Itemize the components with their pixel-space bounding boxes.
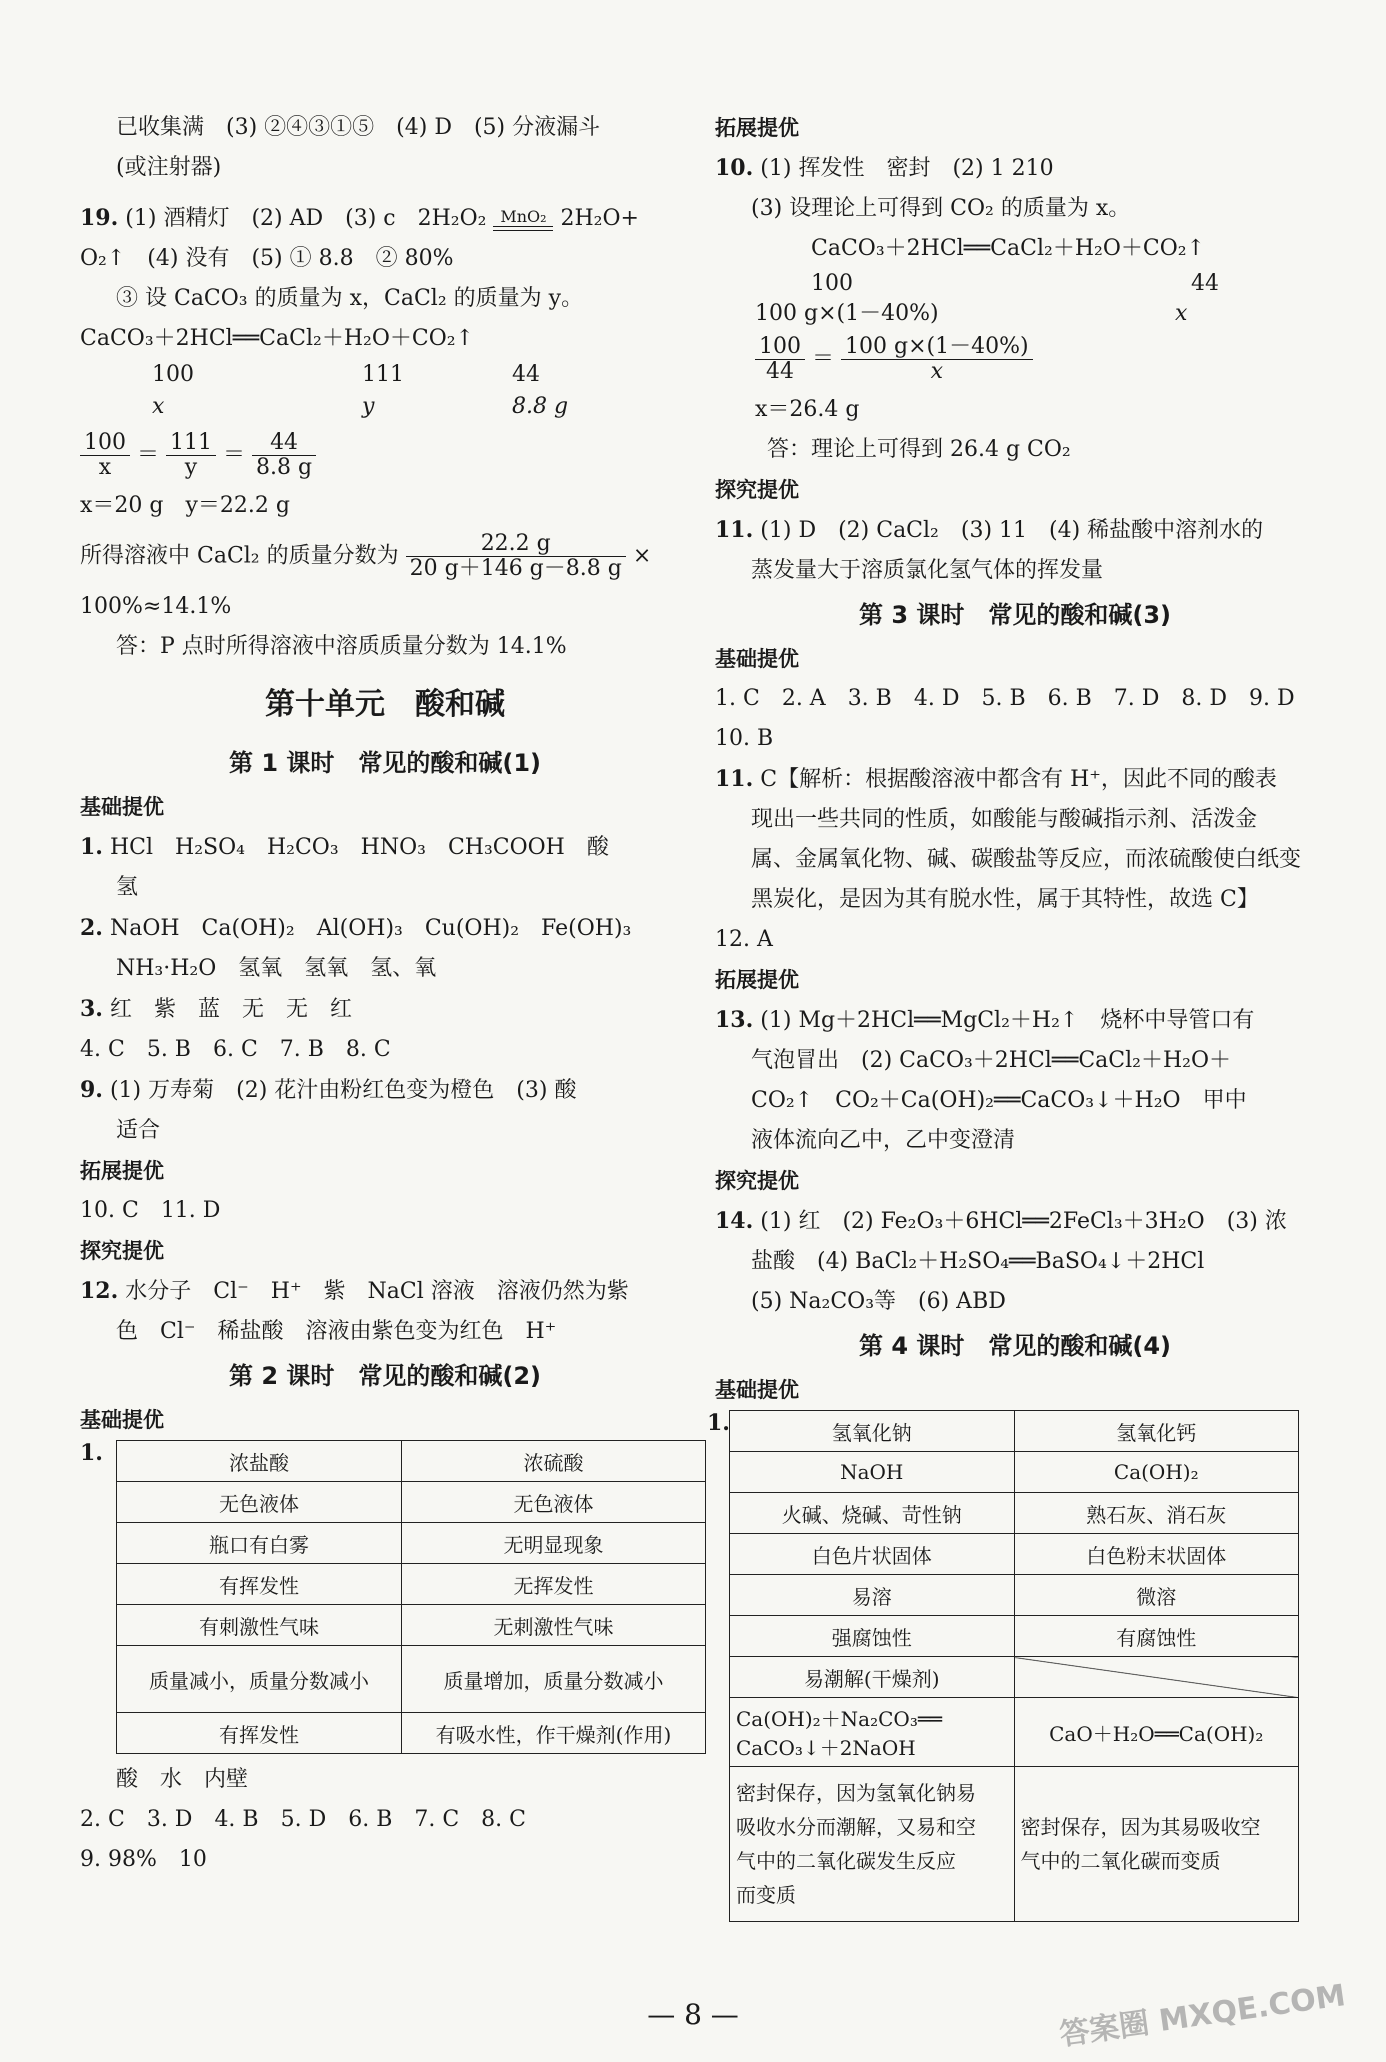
table-row — [730, 1616, 1299, 1657]
equation: CaCO₃＋2HCl══CaCl₂＋H₂O＋CO₂↑ — [80, 326, 474, 351]
question-number: 3. — [80, 996, 103, 1022]
denominator: x — [98, 455, 112, 480]
table-row — [730, 1767, 1299, 1922]
table-row — [730, 1657, 1299, 1698]
mass-row — [811, 269, 1315, 299]
table-cell: 质量减小，质量分数减小 — [117, 1646, 402, 1713]
text: (1) 挥发性 密封 (2) 1 210 — [760, 156, 1054, 181]
table-cell: Ca(OH)₂ — [1014, 1452, 1299, 1493]
table-cell: 火碱、烧碱、苛性钠 — [730, 1493, 1015, 1534]
ratio-equation: $\frac{100}{44}$ ＝ $\frac{100 g\times(1-40\%)}{x}$ — [755, 335, 1315, 384]
table-cell: 无色液体 — [401, 1482, 705, 1523]
fraction — [252, 431, 316, 480]
watermark: 答案圈 MXQE.COM — [1057, 1978, 1348, 2053]
text-line: 属、金属氧化物、碱、碳酸盐等反应，而浓硫酸使白纸变 — [751, 847, 1302, 872]
table-row — [730, 1452, 1299, 1493]
mass-row — [152, 359, 690, 391]
table-cell — [730, 1698, 1015, 1767]
table-cell: 瓶口有白雾 — [117, 1523, 402, 1564]
text: 2H₂O+ — [560, 206, 639, 231]
table-row — [730, 1411, 1299, 1452]
table-row — [117, 1523, 706, 1564]
table-cell: 易溶 — [730, 1575, 1015, 1616]
text-line: x＝20 g y＝22.2 g — [80, 493, 290, 518]
text-line: O₂↑ (4) 没有 (5) ① 8.8 ② 80% — [80, 246, 454, 271]
table-row — [117, 1605, 706, 1646]
cell-line: 而变质 — [736, 1883, 796, 1907]
table-row — [117, 1646, 706, 1713]
table-cell: 熟石灰、消石灰 — [1014, 1493, 1299, 1534]
text: 水分子 Cl⁻ H⁺ 紫 NaCl 溶液 溶液仍然为紫 — [125, 1279, 629, 1304]
mass-row — [152, 391, 690, 423]
table-block — [707, 1410, 1315, 1922]
mass-value: x — [152, 394, 165, 419]
table-cell: CaO＋H₂O══Ca(OH)₂ — [1014, 1698, 1299, 1767]
table-row — [117, 1713, 706, 1754]
text-line: 1. C 2. A 3. B 4. D 5. B 6. B 7. D 8. D 9. D — [715, 686, 1295, 711]
base-table — [729, 1410, 1299, 1922]
denominator: x — [930, 359, 944, 384]
numerator: 111 — [166, 431, 216, 456]
text-line: 色 Cl⁻ 稀盐酸 溶液由紫色变为红色 H⁺ — [116, 1319, 557, 1344]
table-cell: 氢氧化钙 — [1014, 1411, 1299, 1452]
table-cell: 质量增加，质量分数减小 — [401, 1646, 705, 1713]
question-number: 1. — [707, 1410, 730, 1436]
table-cell: 氢氧化钠 — [730, 1411, 1015, 1452]
mass-value: y — [362, 394, 375, 419]
table-cell: 无明显现象 — [401, 1523, 705, 1564]
text-line: (5) Na₂CO₃等 (6) ABD — [751, 1289, 1006, 1314]
right-column — [707, 108, 1315, 1922]
text-line: 10. B — [715, 726, 774, 751]
question-number: 14. — [715, 1208, 754, 1234]
numerator: 100 — [755, 335, 805, 360]
numerator: 22.2 g — [406, 532, 626, 557]
fraction-line — [80, 532, 690, 581]
mass-value: x — [1175, 301, 1188, 326]
table-cell: 无挥发性 — [401, 1564, 705, 1605]
mass-value: 44 — [1191, 271, 1219, 296]
q19-line — [80, 198, 690, 239]
numerator: 100 g×(1－40%) — [841, 335, 1033, 360]
text-line: (3) 设理论上可得到 CO₂ 的质量为 x。 — [751, 196, 1131, 221]
text-line: 答：P 点时所得溶液中溶质质量分数为 14.1% — [116, 634, 567, 659]
section-heading: 基础提优 — [715, 647, 799, 671]
table-row — [117, 1482, 706, 1523]
section-heading: 拓展提优 — [80, 1159, 164, 1183]
cell-line: 密封保存，因为其易吸收空 — [1020, 1815, 1261, 1839]
table-cell: 浓硫酸 — [401, 1441, 705, 1482]
mass-value: 100 — [152, 362, 194, 387]
table-cell: 有刺激性气味 — [117, 1605, 402, 1646]
text-line: x＝26.4 g — [755, 397, 860, 422]
lesson-title: 第 1 课时 常见的酸和碱(1) — [228, 749, 542, 777]
text: 所得溶液中 CaCl₂ 的质量分数为 — [80, 543, 399, 569]
fraction — [166, 431, 216, 480]
denominator: 8.8 g — [256, 455, 313, 480]
text: × — [632, 543, 652, 569]
table-cell: 有挥发性 — [117, 1713, 402, 1754]
denominator: 20 g＋146 g－8.8 g — [409, 556, 622, 581]
question-number: 1. — [80, 834, 103, 860]
text: (1) 万寿菊 (2) 花汁由粉红色变为橙色 (3) 酸 — [109, 1078, 577, 1103]
cell-line: Ca(OH)₂＋Na₂CO₃══ — [736, 1707, 942, 1731]
lesson-title: 第 4 课时 常见的酸和碱(4) — [858, 1332, 1172, 1360]
reaction-condition — [493, 208, 553, 231]
table-cell: 无色液体 — [117, 1482, 402, 1523]
section-heading: 探究提优 — [715, 1169, 799, 1193]
question-number: 9. — [80, 1077, 103, 1103]
left-column — [80, 108, 690, 1880]
acid-table — [116, 1440, 706, 1754]
mass-value: 111 — [362, 362, 404, 387]
table-cell: NaOH — [730, 1452, 1015, 1493]
text: (1) 红 (2) Fe₂O₃＋6HCl══2FeCl₃＋3H₂O (3) 浓 — [760, 1209, 1287, 1234]
equation: CaCO₃＋2HCl══CaCl₂＋H₂O＋CO₂↑ — [811, 236, 1205, 261]
table-cell: 微溶 — [1014, 1575, 1299, 1616]
text-line: 适合 — [116, 1118, 161, 1143]
table-row — [730, 1698, 1299, 1767]
table-cell — [1014, 1657, 1299, 1698]
text-line: 9. 98% 10 — [80, 1847, 207, 1872]
question-number: 12. — [80, 1278, 119, 1304]
text: (1) 酒精灯 (2) AD (3) c 2H₂O₂ — [125, 206, 487, 231]
text-line: 4. C 5. B 6. C 7. B 8. C — [80, 1037, 391, 1062]
cell-line: 气中的二氧化碳发生反应 — [736, 1849, 956, 1873]
ratio-equation: $\frac{100}{x}$ ＝ $\frac{111}{y}$ ＝ $\frac{44}{8.8 g}$ — [80, 431, 690, 480]
section-heading: 基础提优 — [80, 795, 164, 819]
table-cell: 有吸水性，作干燥剂(作用) — [401, 1713, 705, 1754]
text-line: 氢 — [116, 875, 139, 900]
fraction — [755, 335, 805, 384]
question-number: 11. — [715, 517, 754, 543]
table-cell — [730, 1767, 1015, 1922]
table-cell: 白色片状固体 — [730, 1534, 1015, 1575]
question-number: 1. — [80, 1440, 103, 1466]
section-heading: 拓展提优 — [715, 968, 799, 992]
table-cell: 易潮解(干燥剂) — [730, 1657, 1015, 1698]
question-number: 2. — [80, 915, 103, 941]
text-line: 酸 水 内壁 — [116, 1767, 249, 1792]
fraction — [406, 532, 626, 581]
text-line: 气泡冒出 (2) CaCO₃＋2HCl══CaCl₂＋H₂O＋ — [751, 1048, 1232, 1073]
text: NaOH Ca(OH)₂ Al(OH)₃ Cu(OH)₂ Fe(OH)₃ — [109, 916, 632, 941]
page-number: — 8 — — [647, 1998, 739, 2031]
question-number: 19. — [80, 205, 119, 231]
text-line: 10. C 11. D — [80, 1198, 221, 1223]
mass-value: 100 — [811, 271, 853, 296]
text-line: 盐酸 (4) BaCl₂＋H₂SO₄══BaSO₄↓＋2HCl — [751, 1249, 1205, 1274]
table-block — [80, 1440, 690, 1754]
table-cell: 强腐蚀性 — [730, 1616, 1015, 1657]
mass-value: 44 — [512, 362, 540, 387]
text-line: ③ 设 CaCO₃ 的质量为 x，CaCl₂ 的质量为 y。 — [116, 286, 584, 311]
text-line: 已收集满 (3) ②④③①⑤ (4) D (5) 分液漏斗 — [116, 115, 601, 140]
text-line: 2. C 3. D 4. B 5. D 6. B 7. C 8. C — [80, 1807, 526, 1832]
table-row — [730, 1493, 1299, 1534]
table-row — [730, 1575, 1299, 1616]
text-line: 液体流向乙中，乙中变澄清 — [751, 1128, 1016, 1153]
text-line: CO₂↑ CO₂＋Ca(OH)₂══CaCO₃↓＋H₂O 甲中 — [751, 1088, 1247, 1113]
text-line: 蒸发量大于溶质氯化氢气体的挥发量 — [751, 558, 1104, 583]
text: C【解析：根据酸溶液中都含有 H⁺，因此不同的酸表 — [760, 767, 1277, 792]
text: HCl H₂SO₄ H₂CO₃ HNO₃ CH₃COOH 酸 — [109, 835, 609, 860]
question-number: 13. — [715, 1007, 754, 1033]
table-row — [117, 1564, 706, 1605]
table-cell — [1014, 1767, 1299, 1922]
text-line: 黑炭化，是因为其有脱水性，属于其特性，故选 C】 — [751, 887, 1259, 912]
mass-value: 8.8 g — [512, 394, 569, 419]
unit-title: 第十单元 酸和碱 — [265, 687, 505, 722]
section-heading: 基础提优 — [715, 1378, 799, 1402]
mass-row — [755, 299, 1315, 329]
mass-value: 100 g×(1－40%) — [755, 301, 939, 326]
cell-line: CaCO₃↓＋2NaOH — [736, 1736, 916, 1760]
text-line: (或注射器) — [116, 155, 222, 180]
text: (1) Mg＋2HCl══MgCl₂＋H₂↑ 烧杯中导管口有 — [760, 1008, 1255, 1033]
question-number: 10. — [715, 155, 754, 181]
table-cell: 浓盐酸 — [117, 1441, 402, 1482]
text-line: 12. A — [715, 927, 773, 952]
equals-bar — [493, 226, 553, 231]
denominator: 44 — [766, 359, 794, 384]
section-heading: 拓展提优 — [715, 116, 799, 140]
numerator: 100 — [80, 431, 130, 456]
text-line: 100%≈14.1% — [80, 594, 232, 619]
table-row — [117, 1441, 706, 1482]
lesson-title: 第 3 课时 常见的酸和碱(3) — [858, 601, 1172, 629]
cell-line: 气中的二氧化碳而变质 — [1020, 1849, 1221, 1873]
text-line: NH₃·H₂O 氢氧 氢氧 氢、氧 — [116, 956, 437, 981]
table-row — [730, 1534, 1299, 1575]
lesson-title: 第 2 课时 常见的酸和碱(2) — [228, 1362, 542, 1390]
catalyst-label: MnO₂ — [500, 206, 547, 226]
question-number: 11. — [715, 766, 754, 792]
table-cell: 无刺激性气味 — [401, 1605, 705, 1646]
table-cell: 有挥发性 — [117, 1564, 402, 1605]
table-cell: 有腐蚀性 — [1014, 1616, 1299, 1657]
text: (1) D (2) CaCl₂ (3) 11 (4) 稀盐酸中溶剂水的 — [760, 518, 1264, 543]
section-heading: 探究提优 — [715, 478, 799, 502]
text: 红 紫 蓝 无 无 红 — [109, 997, 352, 1022]
text-line: 答：理论上可得到 26.4 g CO₂ — [767, 437, 1071, 462]
numerator: 44 — [252, 431, 316, 456]
fraction — [841, 335, 1033, 384]
denominator: y — [184, 455, 198, 480]
text-line: 现出一些共同的性质，如酸能与酸碱指示剂、活泼金 — [751, 807, 1258, 832]
cell-line: 密封保存，因为氢氧化钠易 — [736, 1781, 976, 1805]
section-heading: 基础提优 — [80, 1408, 164, 1432]
fraction — [80, 431, 130, 480]
table-cell: 白色粉末状固体 — [1014, 1534, 1299, 1575]
cell-line: 吸收水分而潮解，又易和空 — [736, 1815, 976, 1839]
section-heading: 探究提优 — [80, 1239, 164, 1263]
